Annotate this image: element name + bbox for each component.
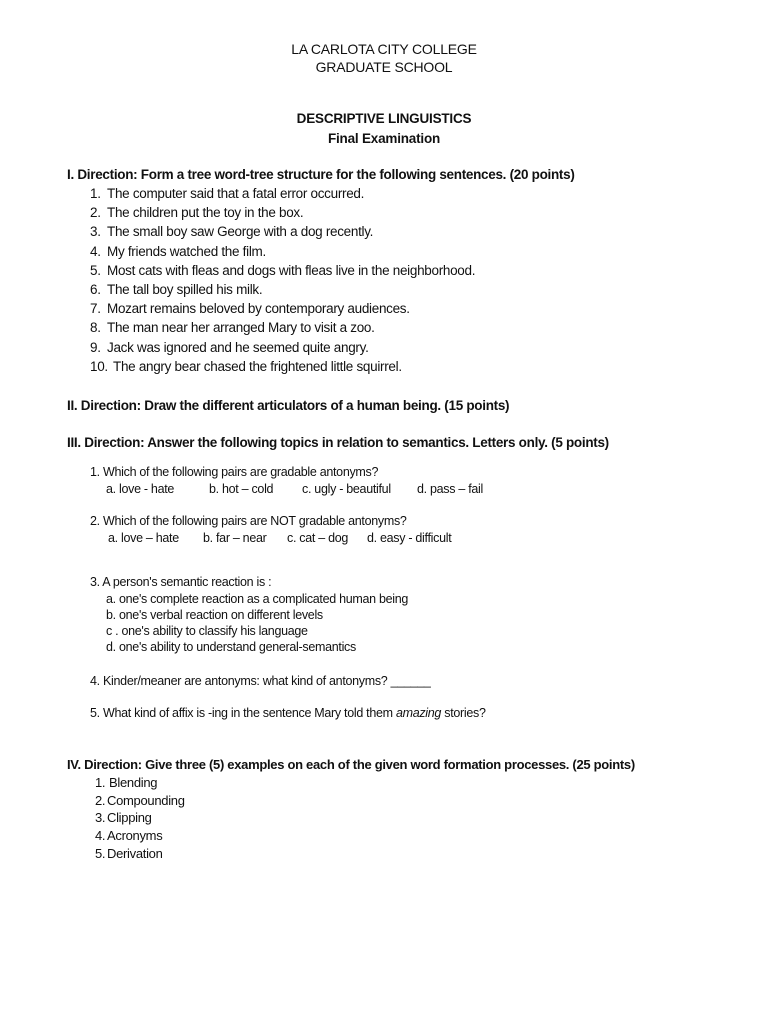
q2-option-d: d. easy - difficult <box>367 531 452 545</box>
list-item: 4. Acronyms <box>95 828 163 843</box>
college-name: LA CARLOTA CITY COLLEGE <box>291 41 477 57</box>
q3-option-a: a. one's complete reaction as a complicated human being <box>106 592 409 606</box>
question-5: 5. What kind of affix is -ing in the sentence Mary told them amazing stories? <box>90 706 486 720</box>
section-3-heading: III. Direction: Answer the following topics in relation to semantics. Letters only. (5 points) <box>67 435 609 450</box>
section-1-heading: I. Direction: Form a tree word-tree structure for the following sentences. (20 points) <box>67 167 575 182</box>
list-item: 7. Mozart remains beloved by contemporary audiences. <box>90 301 410 316</box>
q2-option-b: b. far – near <box>203 531 267 545</box>
section-2-heading: II. Direction: Draw the different articulators of a human being. (15 points) <box>67 398 510 413</box>
list-item: 6. The tall boy spilled his milk. <box>90 282 263 297</box>
list-item: 5. Derivation <box>95 846 163 861</box>
question-4: 4. Kinder/meaner are antonyms: what kind of antonyms? ______ <box>90 674 431 688</box>
school-name: GRADUATE SCHOOL <box>315 59 453 75</box>
list-item: 4. My friends watched the film. <box>90 244 266 259</box>
q3-option-b: b. one's verbal reaction on different levels <box>106 608 323 622</box>
q1-option-d: d. pass – fail <box>417 482 483 496</box>
course-title: DESCRIPTIVE LINGUISTICS <box>296 111 472 126</box>
list-item: 8. The man near her arranged Mary to visit a zoo. <box>90 320 375 335</box>
question-1: 1. Which of the following pairs are gradable antonyms? <box>90 465 379 479</box>
q1-option-a: a. love - hate <box>106 482 175 496</box>
list-item: 1. The computer said that a fatal error occurred. <box>90 186 365 201</box>
list-item: 1. Blending <box>95 775 158 790</box>
question-3: 3. A person's semantic reaction is : <box>90 575 272 589</box>
list-item: 2. The children put the toy in the box. <box>90 205 304 220</box>
q2-option-c: c. cat – dog <box>287 531 349 545</box>
list-item: 3. The small boy saw George with a dog recently. <box>90 224 374 239</box>
q1-option-c: c. ugly - beautiful <box>302 482 391 496</box>
section-4-heading: IV. Direction: Give three (5) examples on each of the given word formation processes. (25 points) <box>67 757 635 772</box>
list-item: 10. The angry bear chased the frightened little squirrel. <box>90 359 402 374</box>
q1-option-b: b. hot – cold <box>209 482 274 496</box>
exam-title: Final Examination <box>327 131 441 146</box>
q2-option-a: a. love – hate <box>108 531 179 545</box>
question-2: 2. Which of the following pairs are NOT gradable antonyms? <box>90 514 407 528</box>
list-item: 3. Clipping <box>95 810 152 825</box>
list-item: 2. Compounding <box>95 793 185 808</box>
q3-option-d: d. one's ability to understand general-semantics <box>106 640 356 654</box>
q3-option-c: c . one's ability to classify his language <box>106 624 308 638</box>
list-item: 9. Jack was ignored and he seemed quite angry. <box>90 340 369 355</box>
list-item: 5. Most cats with fleas and dogs with fleas live in the neighborhood. <box>90 263 476 278</box>
